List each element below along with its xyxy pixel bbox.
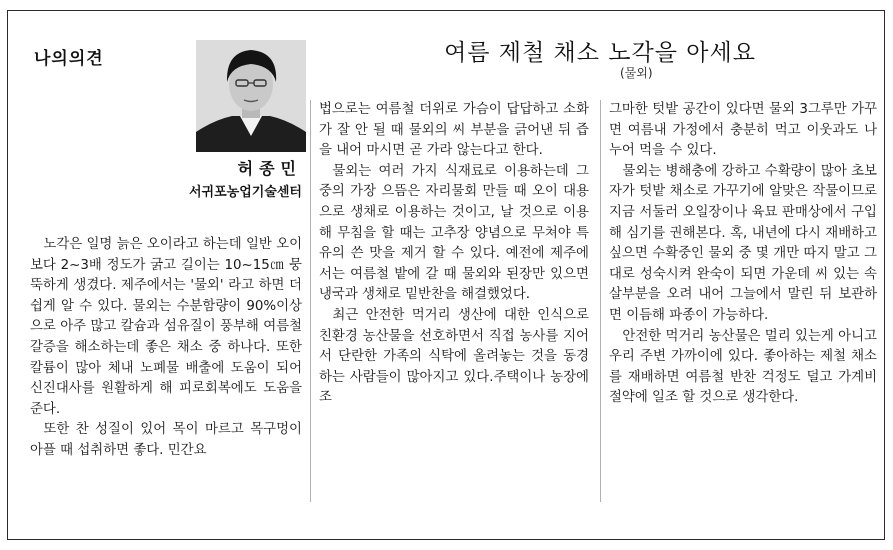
column-divider xyxy=(600,100,601,502)
column-divider xyxy=(310,100,311,502)
paragraph: 법으로는 여름철 더위로 가슴이 답답하고 소화가 잘 안 될 때 물외의 씨 부분을 긁어낸 뒤 즙을 내어 마시면 곧 가라 않는다고 한다. xyxy=(319,102,589,159)
author-organization: 서귀포농업기술센터 xyxy=(188,185,302,200)
author-portrait-image xyxy=(196,40,306,152)
article-column-3 xyxy=(609,100,877,409)
author-photo xyxy=(196,40,306,152)
paragraph: 최근 안전한 먹거리 생산에 대한 인식으로 친환경 농산물을 선호하면서 직접 농사를 지어서 단란한 가족의 식탁에 올려놓는 것을 동경하는 사람들이 많아지고 있다.주택이나 농장에 조 xyxy=(319,307,589,406)
paragraph: 또한 찬 성질이 있어 목이 마르고 목구멍이 아플 때 섭취하면 좋다. 민간요 xyxy=(30,422,302,458)
article-column-1 xyxy=(30,235,302,462)
article-subhead: (물외) xyxy=(620,66,653,80)
article-column-2 xyxy=(319,100,589,409)
paragraph: 물외는 병해충에 강하고 수확량이 많아 초보자가 텃밭 채소로 가꾸기에 알맞은 작물이므로 지금 서둘러 오일장이나 육묘 판매상에서 구입해 심기를 권해본다. 혹, 내년에 다시 재배하고 싶으면 수확중인 물외 중 몇 개만 따지 말고 그대로 성숙시켜 완숙이 되면 가운데 씨 있는 속살부분을 오려 내어 그늘에서 말린 뒤 보관하면 이듬해 파종이 가능하다. xyxy=(609,163,877,323)
paragraph: 노각은 일명 늙은 오이라고 하는데 일반 오이보다 2~3배 정도가 굵고 길이는 10~15㎝ 뭉뚝하게 생겼다. 제주에서는 '물외' 라고 하면 더 쉽게 알 수 있다. 물외는 수분함량이 90%이상으로 아주 많고 칼슘과 섬유질이 풍부해 여름철 갈증을 해소하는데 좋은 채소 중 하나다. 또한 칼륨이 많아 체내 노폐물 배출에 도움이 되어 신진대사를 원활하게 해 피로회복에도 도움을 준다. xyxy=(30,237,302,417)
author-name: 허종민 xyxy=(237,159,302,178)
paragraph: 물외는 여러 가지 식재료로 이용하는데 그 중의 가장 으뜸은 자리물회 만들 때 오이 대용으로 생채로 이용하는 것이고, 날 것으로 이용해 무침을 할 때는 고추장 양념으로 무쳐야 특유의 쓴 맛을 제거 할 수 있다. 예전에 제주에서는 여름철 밭에 갈 때 물외와 된장만 있으면 냉국과 생채로 밑반찬을 해결했었다. xyxy=(319,163,589,303)
article-headline: 여름 제철 채소 노각을 아세요 xyxy=(444,40,756,66)
column-tag: 나의의견 xyxy=(34,49,104,69)
paragraph: 그마한 텃밭 공간이 있다면 물외 3그루만 가꾸면 여름내 가정에서 충분히 먹고 이웃과도 나누어 먹을 수 있다. xyxy=(609,102,877,159)
paragraph: 안전한 먹거리 농산물은 멀리 있는게 아니고 우리 주변 가까이에 있다. 좋아하는 제철 채소를 재배하면 여름철 반찬 걱정도 덜고 가계비 절약에 일조 할 것으로 생각한다. xyxy=(609,328,877,406)
